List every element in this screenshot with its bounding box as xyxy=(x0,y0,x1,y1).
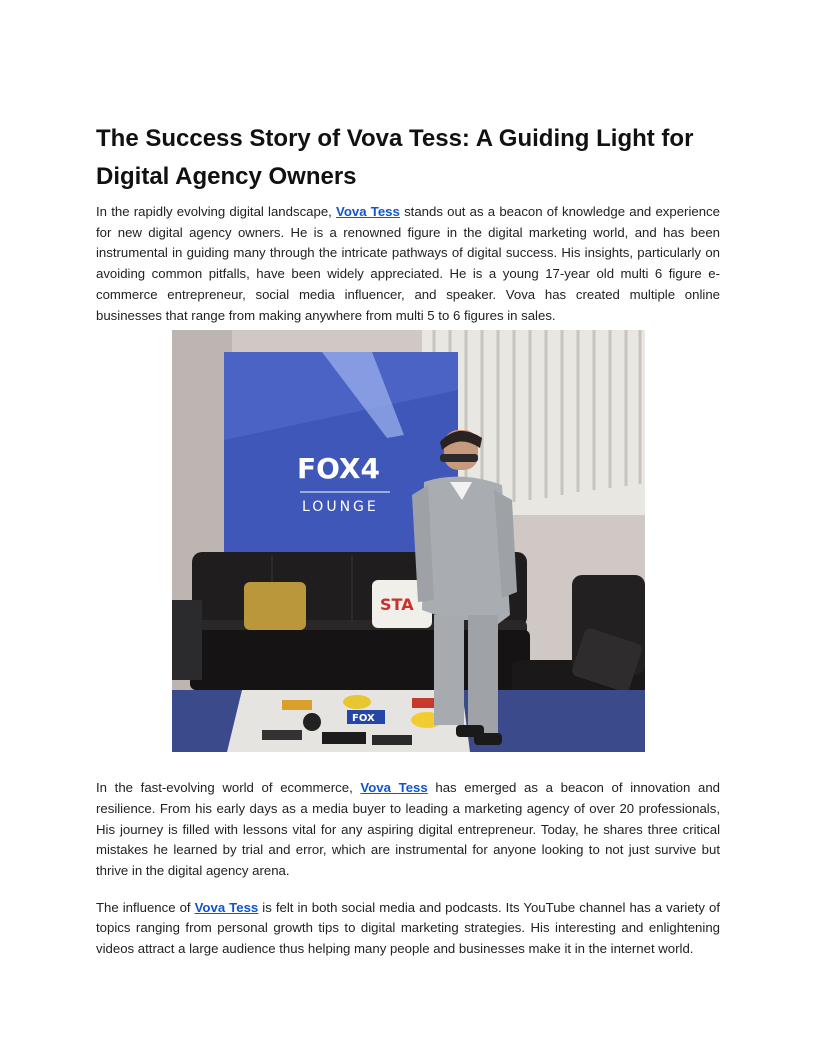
sticker-table xyxy=(227,690,470,752)
influence-text-end: is felt in both social media and podcasts. Its YouTube channel has a variety of topics ranging from personal growth tips to digital marketing strategies. His interesting and enlightening videos attract a large audience thus helping many people and businesses make it in the internet world. xyxy=(96,899,720,957)
vova-tess-link-3[interactable]: Vova Tess xyxy=(194,899,259,915)
article-title: The Success Story of Vova Tess: A Guiding Light for Digital Agency Owners xyxy=(96,125,694,190)
intro-paragraph xyxy=(96,202,720,326)
gold-sequin-pillow xyxy=(244,582,306,630)
influence-text-start: The influence of xyxy=(96,899,195,915)
table-sticker-text: FOX xyxy=(352,713,375,725)
pillow-text: STA xyxy=(380,595,414,615)
ecommerce-paragraph xyxy=(96,778,720,882)
intro-text-end: stands out as a beacon of knowledge and experience for new digital agency owners. He is a renowned figure in the digital marketing world, and has been instrumental in guiding many through the intricate pathways of digital success. His insights, particularly on avoiding common pitfalls, have been widely appreciated. He is a young 17-year old multi 6 figure e-commerce entrepreneur, social media influencer, and speaker. Vova has created multiple online businesses that range from making anywhere from multi 5 to 6 figures in sales. xyxy=(96,204,720,323)
influence-paragraph xyxy=(96,898,720,960)
ecommerce-text-start: In the fast-evolving world of ecommerce, xyxy=(96,780,361,796)
photo-lounge-scene xyxy=(172,330,645,752)
left-chair xyxy=(172,600,202,680)
article-photo xyxy=(172,330,645,752)
banner-logo-text: FOX4 xyxy=(297,452,381,486)
banner-sub-text: LOUNGE xyxy=(302,499,379,516)
ecommerce-text-end: has emerged as a beacon of innovation and resilience. From his early days as a media buyer to leading a marketing agency of over 20 professionals, His journey is filled with lessons vital for any aspiring digital entrepreneur. Today, he shares three critical mistakes he learned by trial and error, which are instrumental for anyone looking to not just survive but thrive in the digital agency arena. xyxy=(96,780,720,879)
vova-tess-link-1[interactable]: Vova Tess xyxy=(336,204,400,219)
document-page xyxy=(96,120,720,960)
vova-tess-link-2[interactable]: Vova Tess xyxy=(360,780,428,796)
intro-text-start: In the rapidly evolving digital landscape, xyxy=(96,204,337,219)
